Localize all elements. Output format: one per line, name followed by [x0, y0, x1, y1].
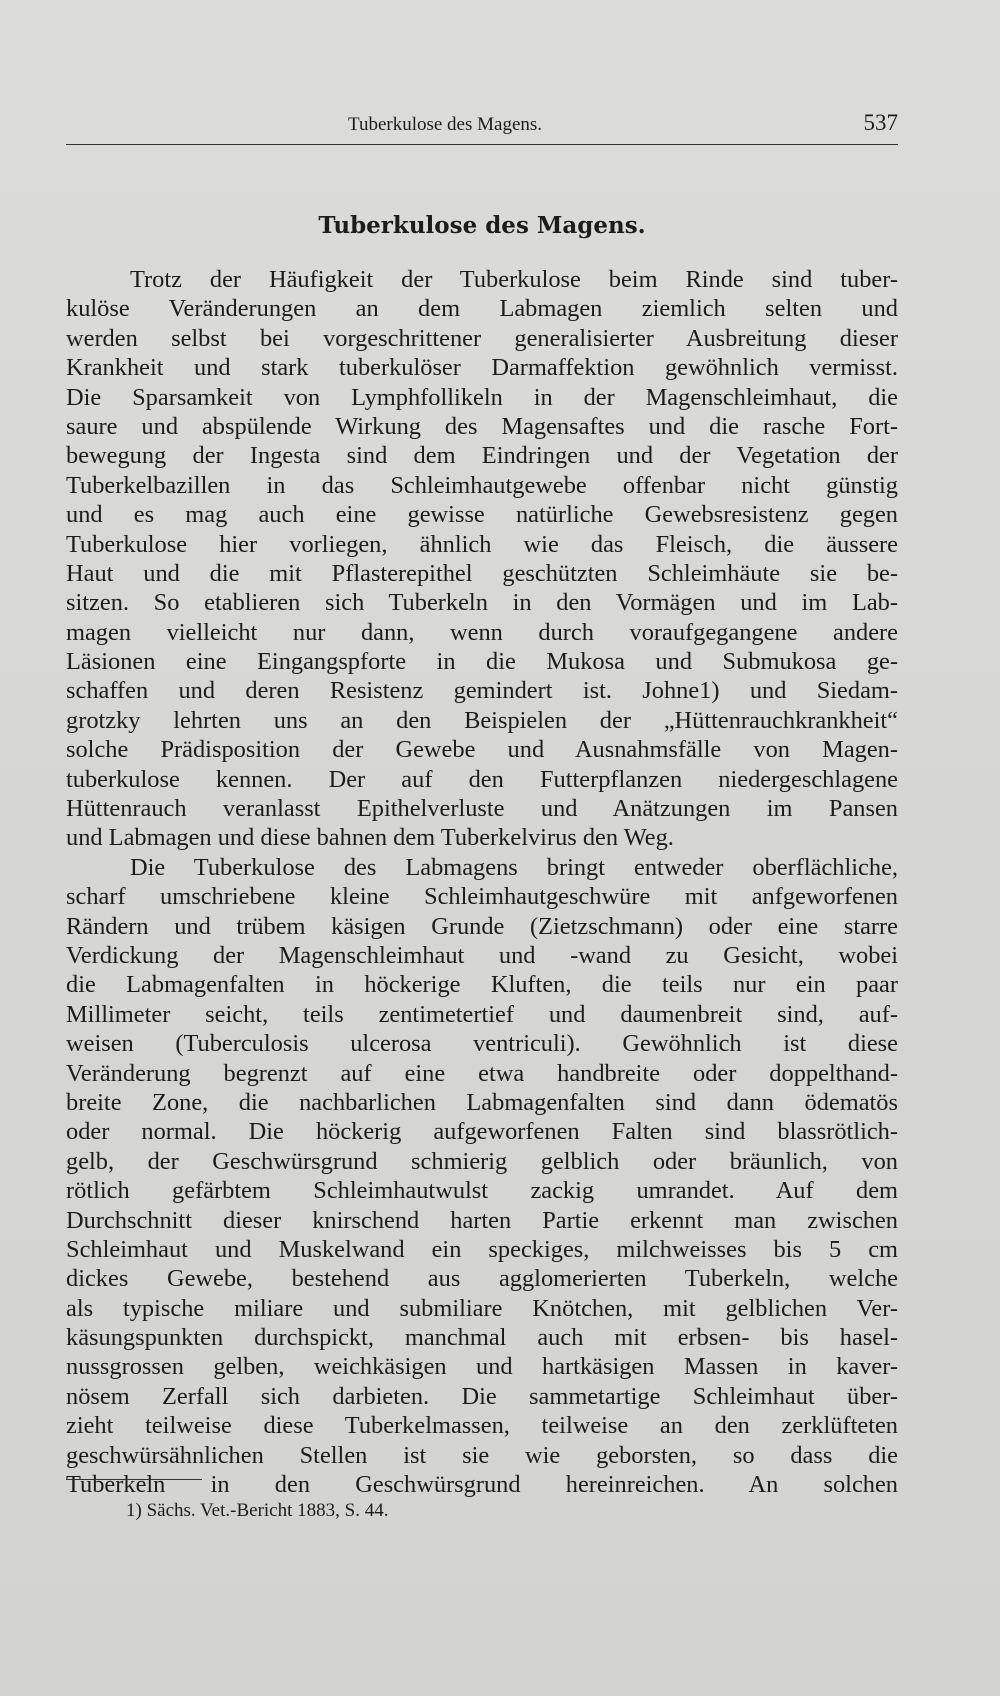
text-line: Hüttenrauch veranlasst Epithelverluste und Anätzungen im Pansen: [66, 795, 898, 823]
text-line: Läsionen eine Eingangspforte in die Mukosa und Submukosa ge-: [66, 648, 898, 676]
text-line: kulöse Veränderungen an dem Labmagen ziemlich selten und: [66, 295, 898, 323]
text-line: nussgrossen gelben, weichkäsigen und hartkäsigen Massen in kaver-: [66, 1353, 898, 1381]
text-line: Rändern und trübem käsigen Grunde (Zietzschmann) oder eine starre: [66, 912, 898, 940]
text-line: käsungspunkten durchspickt, manchmal auch mit erbsen- bis hasel-: [66, 1324, 898, 1352]
text-line: Tuberkulose hier vorliegen, ähnlich wie das Fleisch, die äussere: [66, 530, 898, 558]
text-line: und es mag auch eine gewisse natürliche Gewebsresistenz gegen: [66, 501, 898, 529]
text-line: Die Sparsamkeit von Lymphfollikeln in der Magenschleimhaut, die: [66, 383, 898, 411]
text-line: Krankheit und stark tuberkulöser Darmaffektion gewöhnlich vermisst.: [66, 354, 898, 382]
text-line: zieht teilweise diese Tuberkelmassen, teilweise an den zerklüfteten: [66, 1412, 898, 1440]
text-line: die Labmagenfalten in höckerige Kluften, die teils nur ein paar: [66, 971, 898, 999]
footnote: 1) Sächs. Vet.-Bericht 1883, S. 44.: [126, 1500, 389, 1521]
running-header: [66, 112, 898, 145]
text-line: rötlich gefärbtem Schleimhautwulst zackig umrandet. Auf dem: [66, 1177, 898, 1205]
text-line: Durchschnitt dieser knirschend harten Partie erkennt man zwischen: [66, 1206, 898, 1234]
text-line: werden selbst bei vorgeschrittener generalisierter Ausbreitung dieser: [66, 324, 898, 352]
text-line: Schleimhaut und Muskelwand ein speckiges, milchweisses bis 5 cm: [66, 1235, 898, 1263]
page-number: 537: [863, 110, 898, 135]
text-line: schaffen und deren Resistenz gemindert ist. Johne1) und Siedam-: [66, 677, 898, 705]
text-line: und Labmagen und diese bahnen dem Tuberkelvirus den Weg.: [66, 824, 674, 852]
text-line: Trotz der Häufigkeit der Tuberkulose beim Rinde sind tuber-: [130, 266, 898, 293]
text-line: bewegung der Ingesta sind dem Eindringen und der Vegetation der: [66, 442, 898, 470]
body-text: [66, 265, 898, 1499]
text-line: sitzen. So etablieren sich Tuberkeln in den Vormägen und im Lab-: [66, 589, 898, 617]
text-line: dickes Gewebe, bestehend aus agglomerierten Tuberkeln, welche: [66, 1265, 898, 1293]
text-line: breite Zone, die nachbarlichen Labmagenfalten sind dann ödematös: [66, 1088, 898, 1116]
text-line: saure und abspülende Wirkung des Magensaftes und die rasche Fort-: [66, 412, 898, 440]
text-line: Tuberkeln in den Geschwürsgrund hereinreichen. An solchen: [66, 1471, 898, 1499]
text-line: Haut und die mit Pflasterepithel geschützten Schleimhäute sie be-: [66, 559, 898, 587]
text-line: grotzky lehrten uns an den Beispielen der „Hüttenrauchkrankheit“: [66, 706, 898, 734]
section-heading: Tuberkulose des Magens.: [318, 212, 646, 239]
text-line: geschwürsähnlichen Stellen ist sie wie geborsten, so dass die: [66, 1441, 898, 1469]
text-line: Verdickung der Magenschleimhaut und -wand zu Gesicht, wobei: [66, 941, 898, 969]
text-line: Tuberkelbazillen in das Schleimhautgewebe offenbar nicht günstig: [66, 471, 898, 499]
text-line: gelb, der Geschwürsgrund schmierig gelblich oder bräunlich, von: [66, 1147, 898, 1175]
text-line: Veränderung begrenzt auf eine etwa handbreite oder doppelthand-: [66, 1059, 898, 1087]
text-line: tuberkulose kennen. Der auf den Futterpflanzen niedergeschlagene: [66, 765, 898, 793]
running-title: Tuberkulose des Magens.: [348, 114, 543, 135]
footnote-divider: [66, 1479, 202, 1480]
text-line: scharf umschriebene kleine Schleimhautgeschwüre mit anfgeworfenen: [66, 883, 898, 911]
text-line: Millimeter seicht, teils zentimetertief und daumenbreit sind, auf-: [66, 1000, 898, 1028]
text-line: nösem Zerfall sich darbieten. Die sammetartige Schleimhaut über-: [66, 1382, 898, 1410]
text-line: als typische miliare und submiliare Knötchen, mit gelblichen Ver-: [66, 1294, 898, 1322]
text-line: weisen (Tuberculosis ulcerosa ventriculi). Gewöhnlich ist diese: [66, 1030, 898, 1058]
text-line: Die Tuberkulose des Labmagens bringt entweder oberflächliche,: [130, 853, 898, 881]
text-line: oder normal. Die höckerig aufgeworfenen Falten sind blassrötlich-: [66, 1118, 898, 1146]
text-line: magen vielleicht nur dann, wenn durch voraufgegangene andere: [66, 618, 898, 646]
text-line: solche Prädisposition der Gewebe und Ausnahmsfälle von Magen-: [66, 736, 898, 764]
